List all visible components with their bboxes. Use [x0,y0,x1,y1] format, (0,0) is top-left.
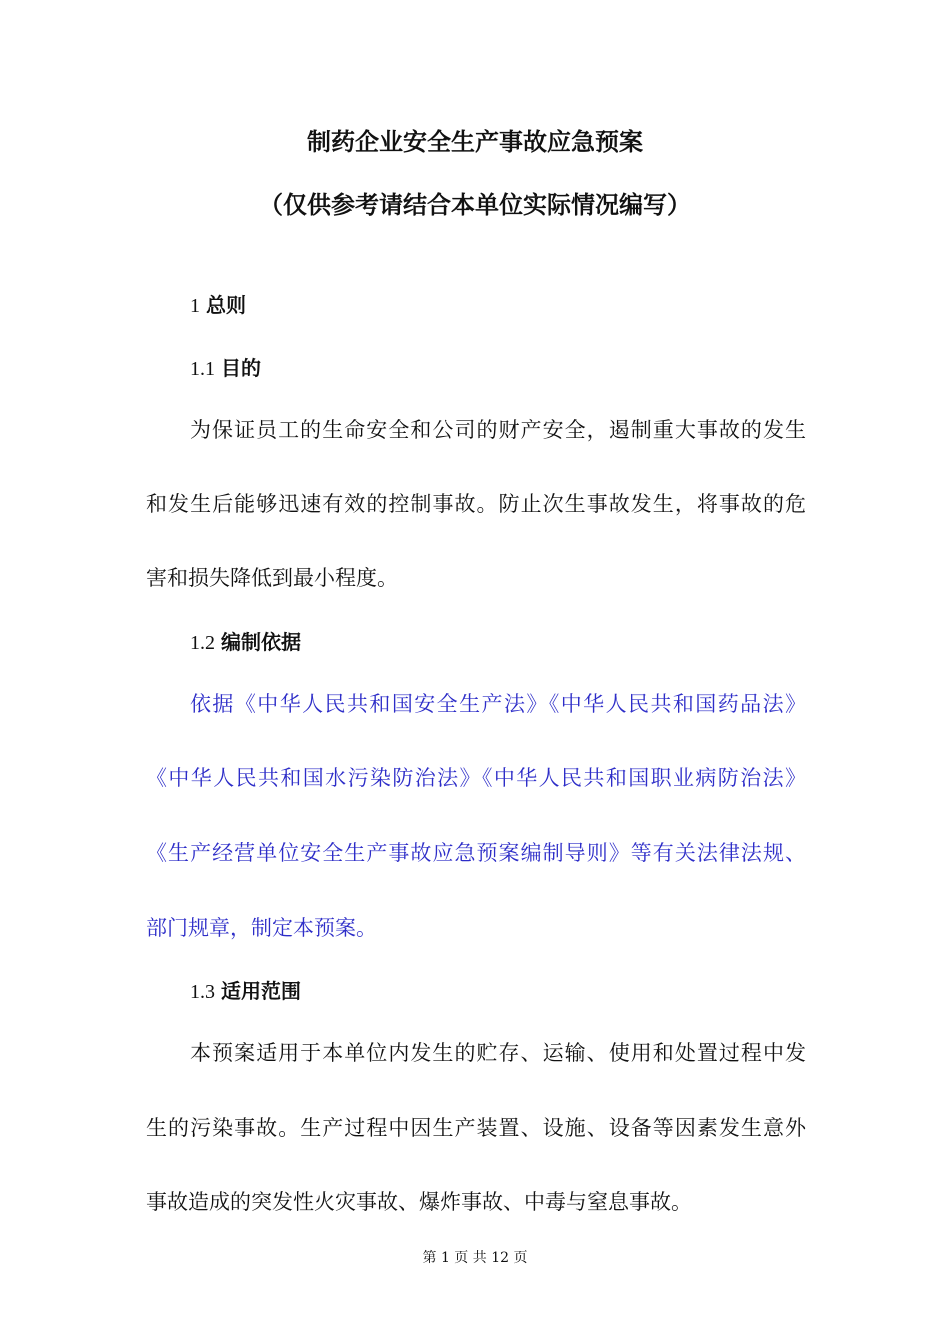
section-title: 目的 [221,356,261,380]
section-title: 总则 [206,293,246,317]
section-number: 1.2 [190,632,215,654]
paragraph-line: 本预案适用于本单位内发生的贮存、运输、使用和处置过程中发 [190,1041,806,1065]
section-number: 1 [190,295,200,317]
document-subtitle: （仅供参考请结合本单位实际情况编写） [259,191,691,219]
basis-line: 《中华人民共和国水污染防治法》《中华人民共和国职业病防治法》 [146,766,806,790]
section-heading-1-2 [190,628,301,657]
basis-line: 部门规章，制定本预案。 [146,916,377,940]
page-footer: 第 1 页 共 12 页 [422,1250,528,1266]
paragraph-line: 生的污染事故。生产过程中因生产装置、设施、设备等因素发生意外 [146,1116,806,1140]
section-number: 1.3 [190,981,215,1003]
section-number: 1.1 [190,358,215,380]
paragraph-line: 和发生后能够迅速有效的控制事故。防止次生事故发生，将事故的危 [146,492,806,516]
section-title: 编制依据 [221,630,301,654]
basis-line: 依据《中华人民共和国安全生产法》《中华人民共和国药品法》 [190,692,806,716]
section-heading-1 [190,291,246,320]
document-title: 制药企业安全生产事故应急预案 [307,128,643,156]
paragraph-line: 害和损失降低到最小程度。 [146,566,398,590]
basis-line: 《生产经营单位安全生产事故应急预案编制导则》等有关法律法规、 [146,841,806,865]
paragraph-line: 事故造成的突发性火灾事故、爆炸事故、中毒与窒息事故。 [146,1190,692,1214]
section-heading-1-3 [190,977,301,1006]
section-title: 适用范围 [221,979,301,1003]
section-heading-1-1 [190,354,261,383]
paragraph-line: 为保证员工的生命安全和公司的财产安全，遏制重大事故的发生 [190,418,806,442]
